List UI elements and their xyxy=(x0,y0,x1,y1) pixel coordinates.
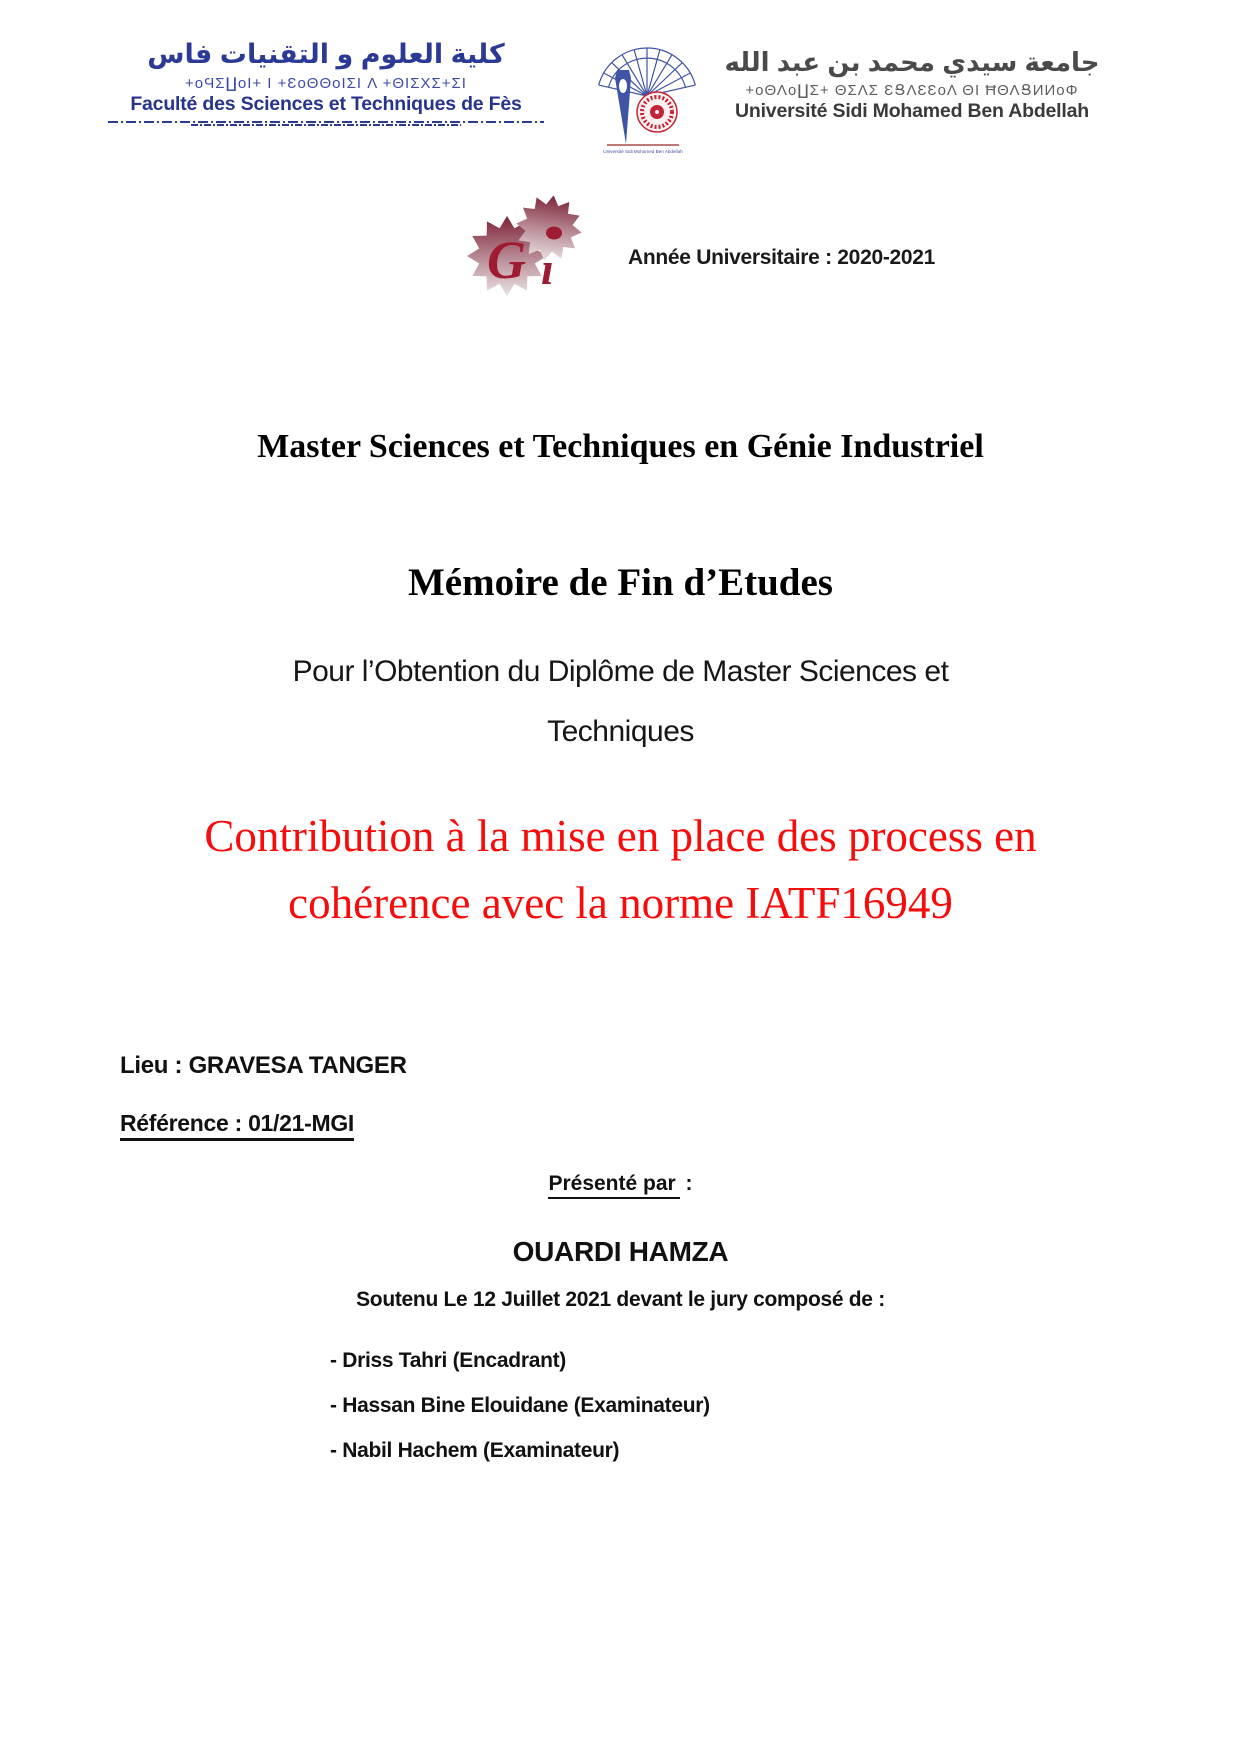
university-tifinagh-title: +oΘΛo∐Σ+ ΘΣΛΣ ƐՑΛƐƐoΛ ΘI ĦΘΛՑИИoΦ xyxy=(745,81,1079,99)
emblem-caption-text: Université Sidi Mohamed Ben Abdellah xyxy=(603,149,683,154)
university-name: Université Sidi Mohamed Ben Abdellah xyxy=(735,99,1089,122)
author-name: OUARDI HAMZA xyxy=(512,1236,729,1267)
defense-date-label: Soutenu Le 12 Juillet 2021 devant le jury composé de : xyxy=(356,1288,885,1311)
gi-letter-i: ı xyxy=(541,243,554,294)
genie-industriel-logo xyxy=(465,192,587,300)
thesis-title-line-2: cohérence avec la norme IATF16949 xyxy=(288,878,953,928)
location-label: Lieu : GRAVESA TANGER xyxy=(120,1052,407,1079)
emblem-fan-rays xyxy=(599,48,696,96)
university-header-block xyxy=(702,46,1122,123)
faculty-arabic-title: كلية العلوم و التقنيات فاس xyxy=(147,39,505,69)
presented-by-label xyxy=(0,1172,1241,1196)
program-title: Master Sciences et Techniques en Génie Industriel xyxy=(257,428,984,465)
document-type-title: Mémoire de Fin d’Etudes xyxy=(407,561,833,604)
academic-year-label: Année Universitaire : 2020-2021 xyxy=(628,246,936,269)
university-emblem-logo xyxy=(585,26,700,158)
presented-by-underlined-text: Présenté par xyxy=(548,1172,679,1199)
gi-letter-g: G xyxy=(487,230,526,290)
subtitle-line-1: Pour l’Obtention du Diplôme de Master Sciences et xyxy=(292,655,949,688)
subtitle-block xyxy=(0,642,1241,762)
jury-list xyxy=(330,1338,710,1473)
reference-underlined-text: Référence : 01/21-MGI xyxy=(120,1110,354,1141)
thesis-title-line-1: Contribution à la mise en place des process en xyxy=(204,811,1037,861)
jury-member: - Nabil Hachem (Examinateur) xyxy=(330,1439,620,1462)
university-arabic-title: جامعة سيدي محمد بن عبد الله xyxy=(724,47,1100,77)
jury-member: - Driss Tahri (Encadrant) xyxy=(330,1349,566,1372)
emblem-pen xyxy=(615,70,631,144)
subtitle-line-2: Techniques xyxy=(547,715,694,748)
gi-letter-i-dot xyxy=(546,227,562,240)
faculty-name: Faculté des Sciences et Techniques de Fès xyxy=(130,92,522,115)
faculty-divider-line-2 xyxy=(191,124,461,126)
faculty-tifinagh-title: +oϤΣ∐oI+ I +ƐoΘΘoIΣI Λ +ΘIΣΧΣ+ΣI xyxy=(185,74,467,92)
emblem-caption-decoration xyxy=(607,144,679,146)
faculty-header-block xyxy=(108,38,544,126)
presented-by-colon: : xyxy=(679,1172,693,1195)
jury-member: - Hassan Bine Elouidane (Examinateur) xyxy=(330,1394,710,1417)
faculty-divider-line xyxy=(108,121,544,123)
emblem-rosette xyxy=(637,92,677,132)
reference-label xyxy=(120,1110,354,1137)
thesis-title-block xyxy=(0,803,1241,937)
